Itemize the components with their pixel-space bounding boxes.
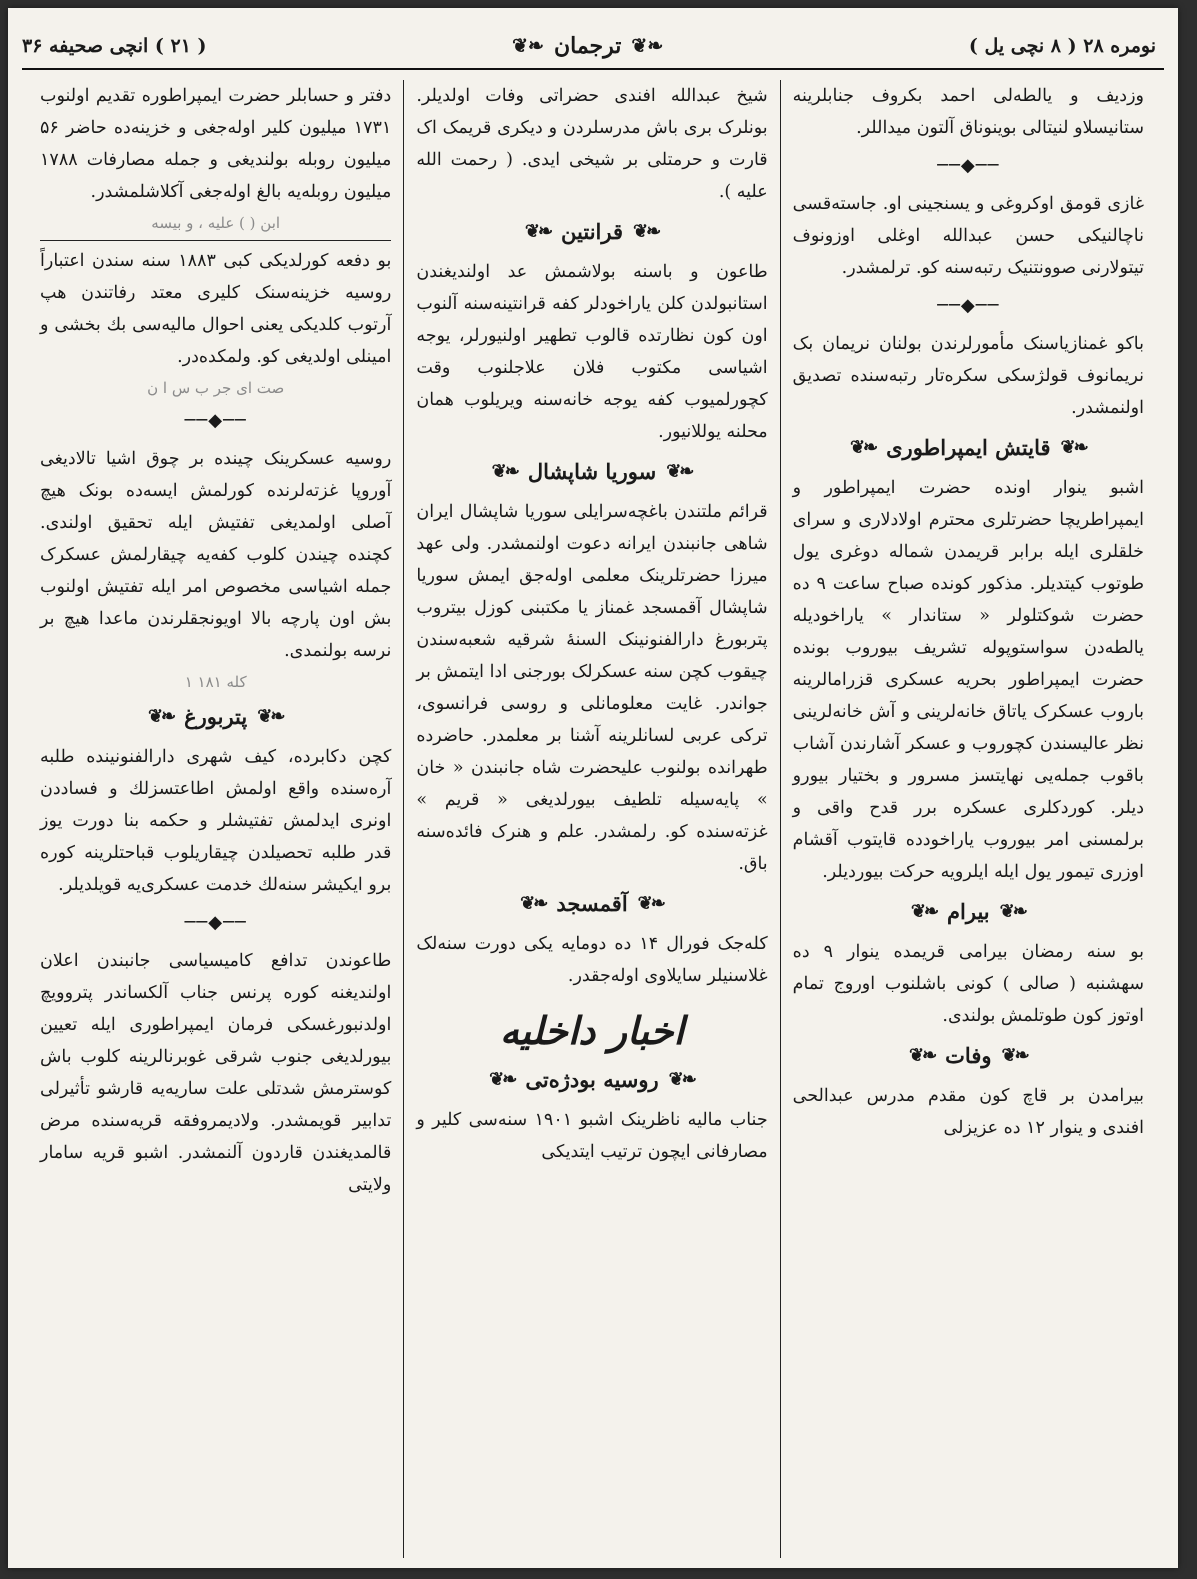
separator-ornament-icon: ──◆── (184, 410, 247, 431)
ornament-left-icon: ❧❦ (512, 35, 544, 57)
issue-number-area (969, 35, 1156, 57)
article-paragraph: وزدیف و یالطه‌لی احمد بکروف جنابلرینه ستانیسلاو لنیتالی بوینوناق آلتون میداللر. (792, 86, 1144, 138)
section-heading (416, 456, 767, 488)
article-paragraph: کله‌جک فورال ۱۴ ده دومایه یکی دورت سنه‌لک غلاسنیلر سایلاوی اوله‌جقدر. (416, 934, 768, 986)
divider (40, 240, 391, 241)
heading-text: آقمسجد (556, 891, 628, 916)
heading-text: بیرام (947, 899, 990, 924)
ornament-icon: ❧❦ (999, 901, 1026, 922)
ornament-icon: ❧❦ (147, 706, 175, 727)
publication-title-block (512, 33, 663, 59)
section-banner-title: اخبار داخلیه (499, 1008, 685, 1053)
ornament-icon: ❧❦ (257, 706, 284, 727)
article-paragraph: طاعوندن تدافع کامیسیاسی جانبندن اعلان اولندیغنه کوره پرنس جناب آلکساندر پتروویچ اولدنبورغسکی فرمان ایمپراطوری ایله تعیین بیورلدیغی جنوب شرقی غوبرنالرینه کلوب باش کوسترمش شدتلی علت ساریه‌یه قارشو تأثیرلی تدابیر قویمشدر. ولادیمروفقه قریه‌سنده مرض قالمدیغندن قاردون آلنمشدر. اشبو قریه سامار ولایتی (40, 951, 392, 1195)
article-paragraph: قرائم ملتندن باغچه‌سرایلی سوریا شاپشال ایران شاهی جانبندن ایرانه دعوت اولنمشدر. ولی عهد میرزا حضرتلرینک معلمی اوله‌جق ایمش سوریا شاپشال آقمسجد غمناز یا مکتبنی کوزل بیتروب پتربورغ دارالفنونینک السنهٔ شرقیه شعبه‌سندن چیقوب کچن سنه عسکرلک بورجنی ادا ایتمش بر جواندر. غایت معلومانلی و روسی فرانسوی، ترکی عربی لسانلرینه آشنا بر معلمدر. حاضرده طهرانده بولنوب علیحضرت شاه جانبندن « خان » پایه‌سیله تلطیف بیورلدیغی « قریم » غزته‌سنده کو. رلمشدر. علم و هنرک فائده‌سنه باق. (416, 502, 768, 874)
article-paragraph: دفتر و حسابلر حضرت ایمپراطوره تقدیم اولنوب ۱۷۳۱ میلیون کلیر اوله‌جغی و خزینه‌ده حاضر ۵۶ میلیون روبله بولندیغی و جمله مصارفات ۱۷۸۸ میلیون روبله‌یه بالغ اوله‌جغی آکلاشلمشدر. (40, 86, 392, 202)
article-paragraph: اشبو ینوار اونده حضرت ایمپراطور و ایمپراطریچا حضرتلری محترم اولادلاری و سرای خلقلری ایله برابر قریمدن شماله دوغری یول طوتوب کیتدیلر. مذکور کونده صباح ساعت ۹ ده حضرت شوکتلولر « ستاندار » یاراخودیله یالطه‌دن سواستوپوله تشریف بیوروب بونده حضرت ایمپراطور بحریه عسکری قزرامالرینه باروب عسکرک یاتاق خانه‌لرینی و آش خانه‌لرینی نظر عالیسندن کچوروب و عسکر آشارندن آشاب باقوب جمله‌یی نهایتسز مسرور و بختیار بیورو دیلر. کوردکلری عسکره برر قدح واقی و برلمسنی امر بیوروب یاراخودده قایتوب آقشام اوزری تیمور یول ایله ایلرویه حرکت بیوردیلر. (792, 478, 1144, 882)
section-heading (793, 1040, 1144, 1072)
ornament-icon: ❧❦ (637, 893, 664, 914)
separator-ornament-icon: ──◆── (937, 295, 1000, 316)
ornament-icon: ❧❦ (489, 1069, 516, 1090)
separator-ornament-icon: ──◆── (184, 912, 247, 933)
heading-text: قرانتین (561, 219, 623, 244)
ornament-icon: ❧❦ (908, 1045, 936, 1066)
article-paragraph: شیخ عبدالله افندی حضراتی وفات اولدیلر. بونلرک بری باش مدرسلردن و دیکری قریمک اک قارت و حرمتلی بر شیخی ایدی. ( رحمت الله علیه ). (416, 86, 768, 202)
separator-ornament-icon: ──◆── (937, 155, 1000, 176)
ornament-icon: ❧❦ (666, 461, 693, 482)
page-number: ( ۲۱ ) انچی صحیفه ۳۶ (22, 35, 207, 57)
section-heading (416, 1064, 767, 1096)
ornament-icon: ❧❦ (1060, 437, 1087, 458)
bleed-through-text: صت ای جر ب س ا ن (147, 379, 285, 397)
newspaper-page (8, 8, 1178, 1568)
ornament-icon: ❧❦ (1001, 1045, 1028, 1066)
masthead (22, 26, 1156, 66)
section-heading (40, 701, 391, 733)
ornament-icon: ❧❦ (520, 893, 547, 914)
ornament-right-icon: ❧❦ (631, 35, 664, 57)
section-heading (416, 216, 767, 248)
publication-name: ترجمان (553, 33, 622, 59)
article-paragraph: غازی قومق اوکروغی و یسنجینی او. جاسته‌قسی ناچالنیکی حسن عبدالله اوغلی اوزونوف تیتولارنی صوونتنیک رتبه‌سنه کو. ترلمشدر. (792, 194, 1144, 278)
heading-text: سوریا شاپشال (527, 459, 657, 484)
column-right (781, 80, 1156, 1558)
section-heading (416, 888, 767, 920)
article-paragraph: بیرامدن بر قاچ کون مقدم مدرس عبدالحی افندی و ینوار ۱۲ ده عزیزلی (792, 1086, 1144, 1138)
article-paragraph: جناب مالیه ناظرینک اشبو ۱۹۰۱ سنه‌سی کلیر و مصارفانی ایچون ترتیب ایتدیکی (416, 1110, 768, 1162)
bleed-through-text: ابن ( ) علیه ، و بیسه (151, 214, 281, 232)
article-paragraph: بو دفعه کورلدیکی کبی ۱۸۸۳ سنه سندن اعتباراً روسیه خزینه‌سنک کلیری معتد رفاتندن هپ آرتوب کلدیکی یعنی احوال مالیه‌سی بك بخشی و امینلی اولدیغی کو. ولمکده‌در. (40, 251, 392, 367)
section-heading (793, 896, 1144, 928)
column-left (28, 80, 404, 1558)
heading-text: وفات (945, 1043, 992, 1068)
section-heading (793, 432, 1144, 464)
ornament-icon: ❧❦ (668, 1069, 695, 1090)
column-middle (404, 80, 780, 1558)
ornament-icon: ❧❦ (910, 901, 938, 922)
heading-text: روسیه بودژه‌تی (525, 1067, 659, 1092)
ornament-icon: ❧❦ (849, 437, 877, 458)
article-paragraph: بو سنه رمضان بیرامی قریمده ینوار ۹ ده سهشنبه ( صالی ) کونی باشلنوب اوروج تمام اوتوز کون طوتلمش بولندی. (792, 942, 1144, 1026)
issue-number: نومره ۲۸ (1083, 35, 1156, 57)
ornament-icon: ❧❦ (633, 221, 660, 242)
page-number-area (22, 35, 207, 57)
article-paragraph: باکو غمنازیاسنک مأمورلرندن بولنان نریمان بک نریمانوف قولژسکی سکره‌تار رتبه‌سنده تصدیق اولنمشدر. (792, 334, 1144, 418)
columns (28, 80, 1156, 1558)
article-paragraph: روسیه عسکرینک چینده بر چوق اشیا تالادیغی آوروپا غزته‌لرنده کورلمش ایسه‌ده بونک هیچ آصلی اولمدیغی تفتیش ایله تحقیق اولندی. کچنده چیندن کلوب کفه‌یه چیقارلمش عسکرک جمله اشیاسی مخصوص امر ایله تفتیش اولنوب بش اون پارچه بالا اویونجقلرندن ماعدا هیچ بر نرسه بولنمدی. (40, 449, 392, 661)
article-paragraph: طاعون و باسنه بولاشمش عد اولندیغندن استانبولدن کلن یاراخودلر کفه قرانتینه‌سنه آلنوب اون کون نظارتده قالوب تطهیر اولنیورلر، یوجه اشیاسی مکتوب فلان علاجلنوب وقت کچورلمیوب کفه یوجه خانه‌سنه ویریلوب همان محلنه یوللانیور. (416, 262, 768, 442)
heading-text: قایتش ایمپراطوری (886, 435, 1051, 460)
bleed-through-text: کله ۱۸۱ ۱ (184, 673, 247, 691)
issue-date: ( ۸ نچی یل ) (968, 35, 1077, 57)
heading-text: پتربورغ (184, 704, 248, 729)
article-paragraph: کچن دکابرده، کیف شهری دارالفنونینده طلبه آره‌سنده واقع اولمش اطاعتسزلك و فساددن اونری ایدلمش تفتیشلر و حکمه بنا دورت یوز قدر طلبه تحصیلدن چیقاریلوب قباحتلرینه کوره برو ایکیشر سنه‌لك خدمت عسکری‌یه قویلدیلر. (40, 747, 392, 895)
ornament-icon: ❧❦ (524, 221, 552, 242)
masthead-rule (22, 68, 1164, 70)
ornament-icon: ❧❦ (491, 461, 518, 482)
